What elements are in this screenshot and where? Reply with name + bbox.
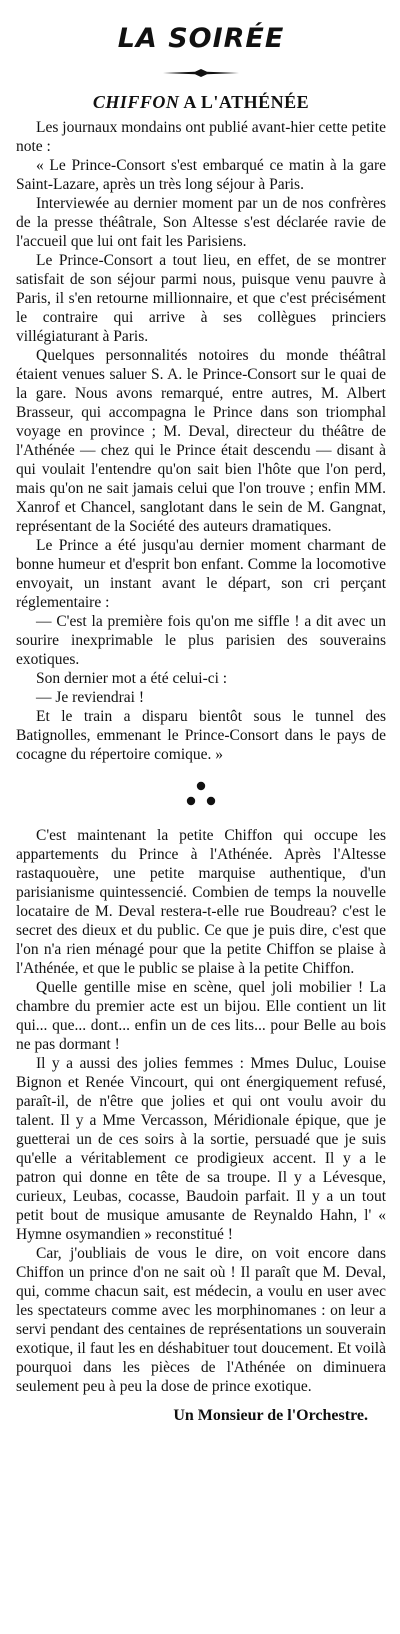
asterism-icon <box>184 780 218 808</box>
paragraph: Et le train a disparu bientôt sous le tunnel des Batignolles, emmenant le Prince-Consort dans le pays de cocagne du répertoire comique. » <box>16 708 386 763</box>
paragraph: Quelques personnalités notoires du monde théâtral étaient venues saluer S. A. le Prince-Consort sur le quai de la gare. Nous avons remarqué, entre autres, M. Albert Brasseur, qui accompagna le Prince dans son triomphal voyage en province ; M. Deval, directeur du théâtre de l'Athénée — chez qui le Prince était descendu — disant à qui voulait l'entendre qu'on sait bien l'hôte que l'on perd, mais qu'on ne sait jamais celui que l'on trouve ; enfin MM. Xanrof et Chancel, sanglotant dans le sein de M. Gangnat, représentant de la Société des auteurs dramatiques. <box>16 347 386 535</box>
paragraph: — Je reviendrai ! <box>36 689 145 706</box>
ornament-divider-icon <box>161 68 241 78</box>
paragraph: Interviewée au dernier moment par un de nos confrères de la presse théâtrale, Son Altesse s'est déclarée ravie de l'accueil que lui ont fait les Parisiens. <box>16 195 386 250</box>
paragraph: Le Prince-Consort a tout lieu, en effet, de se montrer satisfait de son séjour parmi nous, puisque venu pauvre à Paris, il s'en retourne millionnaire, et que c'est précisément le contraire qui arrive à ses collègues princiers villégiaturant à Paris. <box>16 252 386 345</box>
paragraph: — C'est la première fois qu'on me siffle ! a dit avec un sourire inexprimable le plus parisien des souverains exotiques. <box>16 613 386 668</box>
paragraph: Le Prince a été jusqu'au dernier moment charmant de bonne humeur et d'esprit bon enfant. Comme la locomotive envoyait, un instant avant le départ, son cri perçant réglementaire : <box>16 537 386 611</box>
paragraph: Son dernier mot a été celui-ci : <box>36 670 228 687</box>
article-body-part-1 <box>16 118 386 764</box>
paragraph: Quelle gentille mise en scène, quel joli mobilier ! La chambre du premier acte est un bijou. Elle contient un lit qui... que... dont... enfin un de ces lits... pour Belle au bois ne pas dormant ! <box>16 979 386 1053</box>
article-heading <box>16 90 386 114</box>
paragraph: Les journaux mondains ont publié avant-hier cette petite note : <box>16 119 386 155</box>
author-signature: Un Monsieur de l'Orchestre. <box>173 1407 368 1424</box>
paragraph: C'est maintenant la petite Chiffon qui occupe les appartements du Prince à l'Athénée. Après l'Altesse rastaquouère, une petite marquise authentique, d'un parisianisme quintessencié. Combien de temps la nouvelle locataire de M. Deval restera-t-elle rue Boudreau? c'est le secret des dieux et du public. Ce que je puis dire, c'est que l'on n'a rien ménagé pour que la petite Chiffon se plaise à l'Athénée, et que le public se plaise à la petite Chiffon. <box>16 827 386 977</box>
paragraph: « Le Prince-Consort s'est embarqué ce matin à la gare Saint-Lazare, après un très long séjour à Paris. <box>16 157 386 193</box>
article-body-part-2 <box>16 826 386 1396</box>
paragraph: Il y a aussi des jolies femmes : Mmes Duluc, Louise Bignon et Renée Vincourt, qui ont énergiquement refusé, paraît-il, de n'être que jolies et qui ont voulu avoir du talent. Il y a Mme Vercasson, Méridionale épique, que je guetterai un de ces soirs à la sortie, persuadé que je suis qu'elle a véritablement ce prodigieux accent. Il y a le patron qui donne en tête de sa troupe. Il y a Lévesque, curieux, Leubas, cocasse, Baudoin parfait. Il y a un tout petit bout de musique amusante de Reynaldo Hahn, l' « Hymne osymandien » reconstitué ! <box>16 1055 386 1243</box>
column-title: LA SOIRÉE <box>117 23 285 54</box>
article-heading-venue: A L'ATHÉNÉE <box>179 92 310 112</box>
paragraph: Car, j'oubliais de vous le dire, on voit encore dans Chiffon un prince d'on ne sait où ! Il paraît que M. Deval, qui, comme chacun sait, est médecin, a voulu en user avec les spectateurs comme avec les morphinomanes : on leur a servi pendant des centaines de représentations un souverain exotique, il faut les en déshabituer tout doucement. Et voilà pourquoi dans les pièces de l'Athénée on diminuera seulement peu à peu la dose de prince exotique. <box>16 1245 386 1395</box>
article-heading-play-name: CHIFFON <box>92 92 180 112</box>
